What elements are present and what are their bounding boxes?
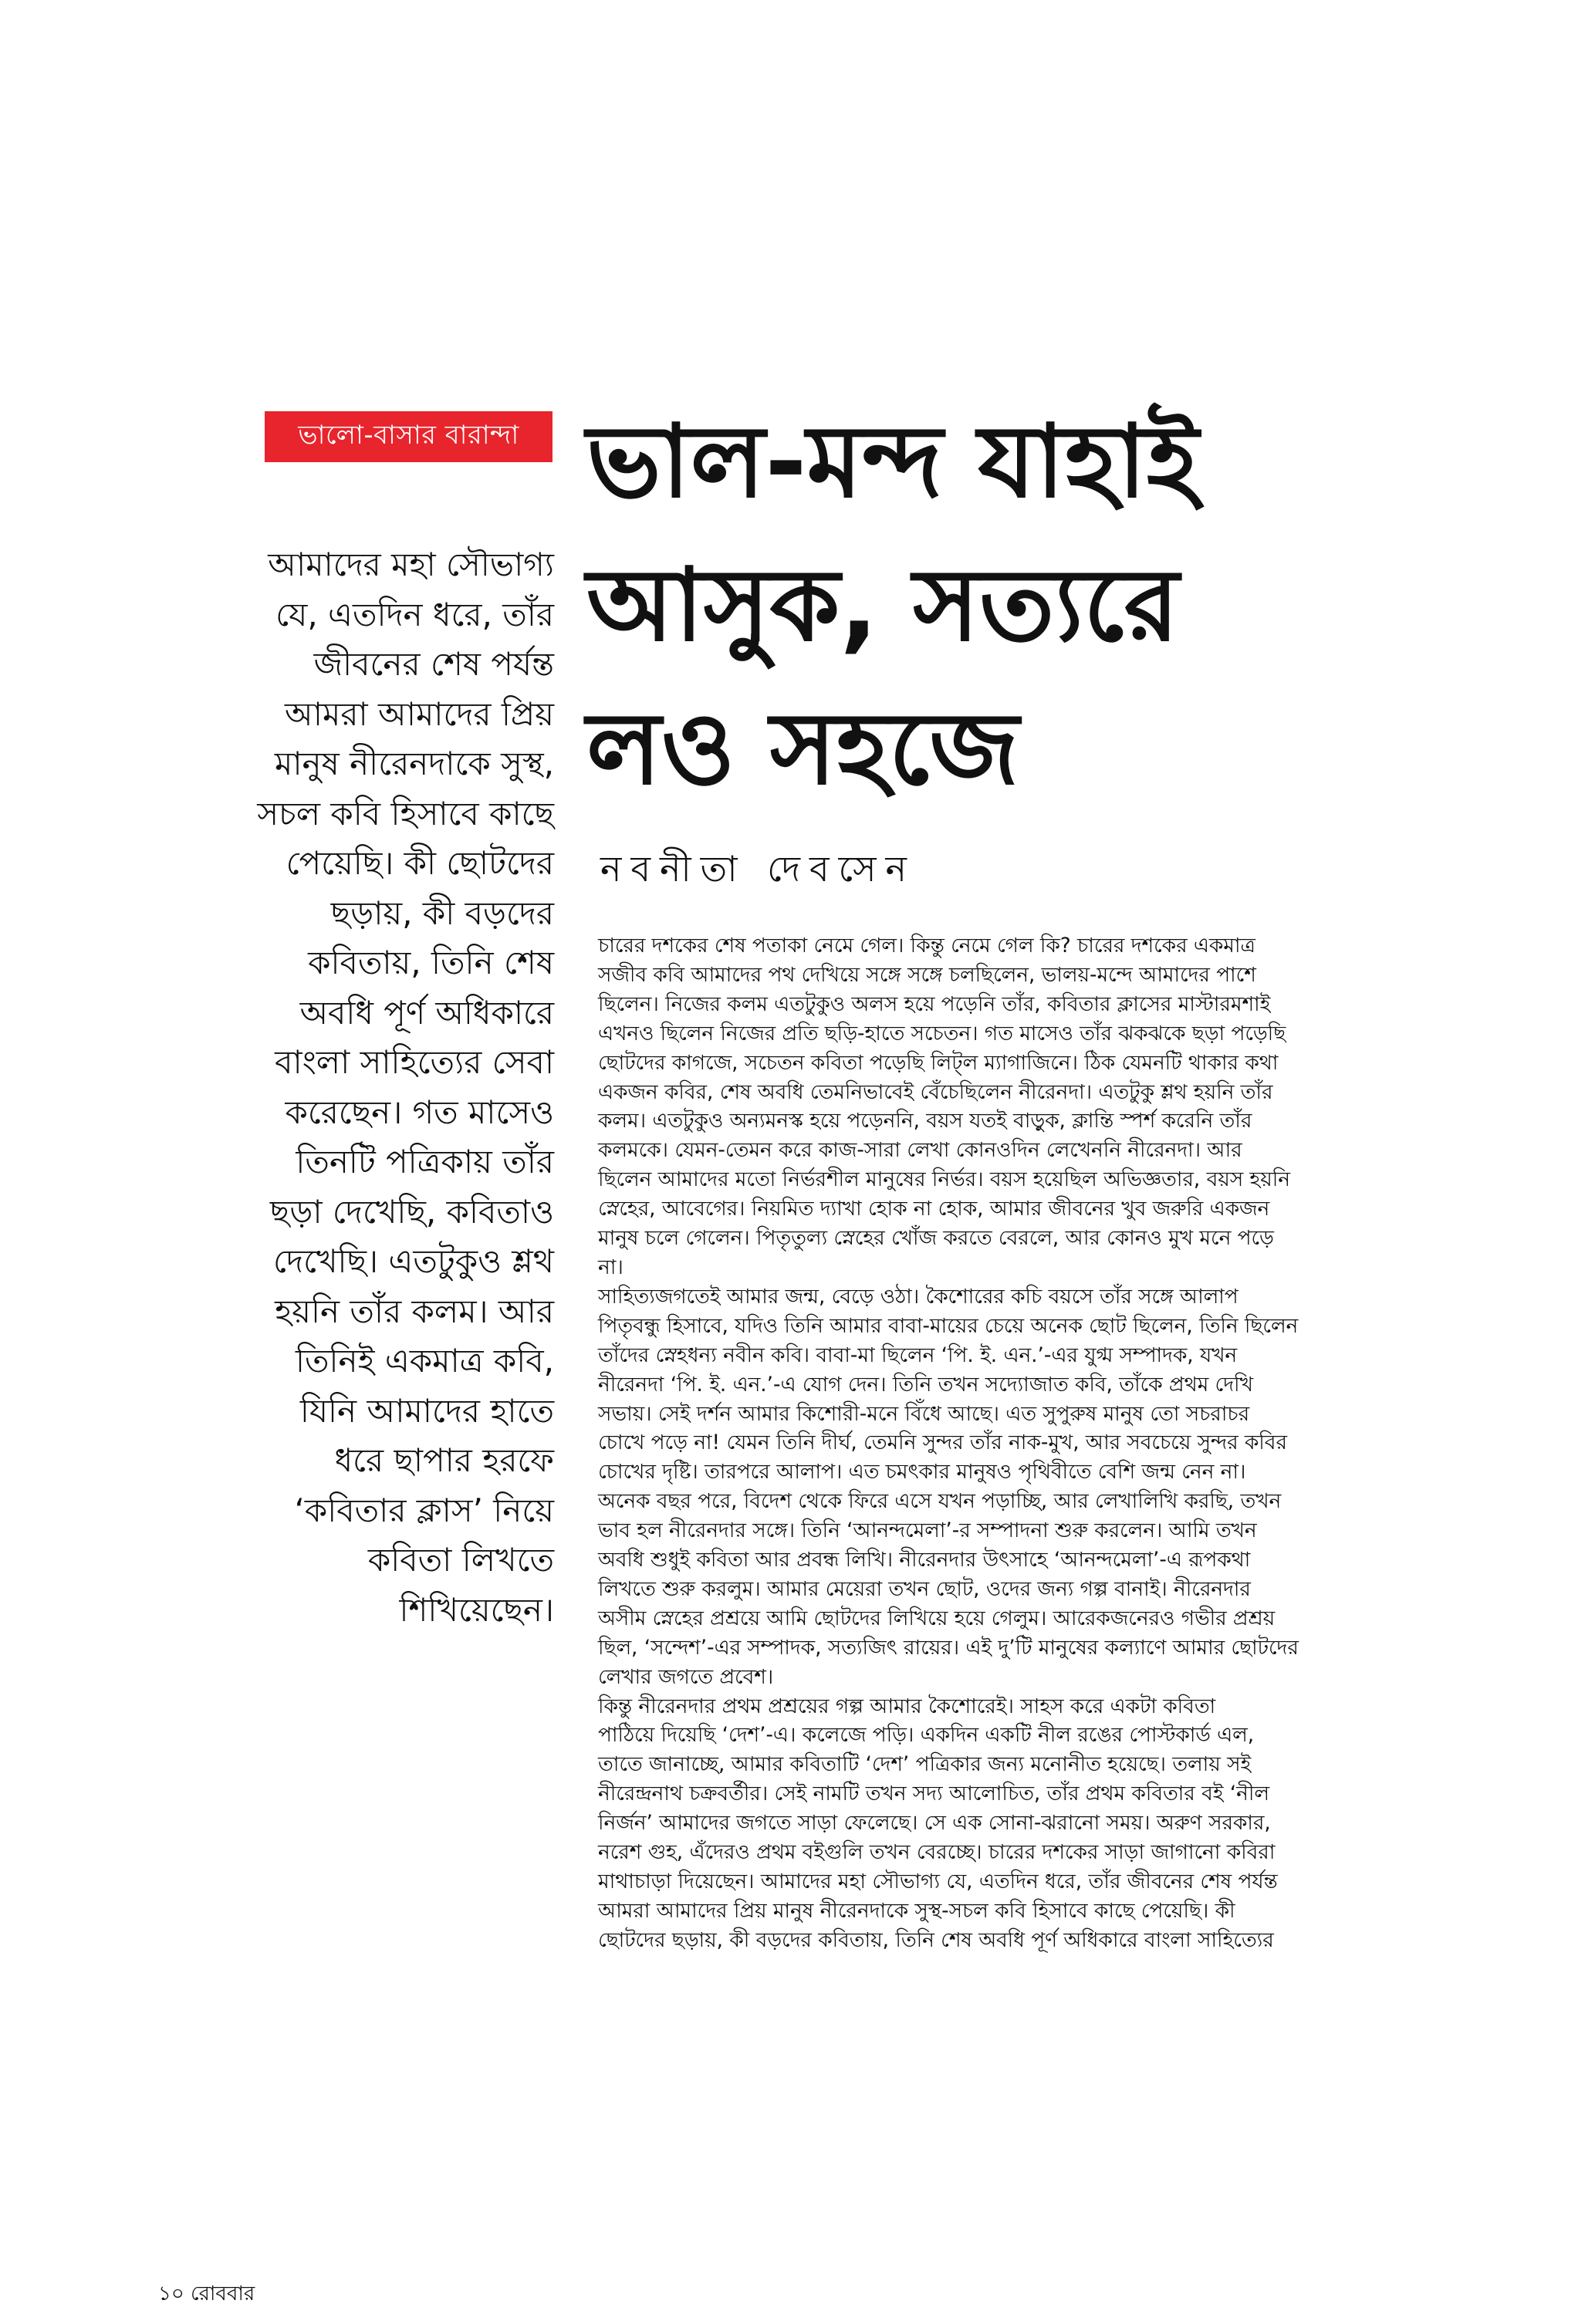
- section-tag: ভালো-বাসার বারান্দা: [265, 411, 553, 462]
- author-byline: নবনীতা দেবসেন: [600, 848, 916, 890]
- body-line: ছোটদের ছড়ায়, কী বড়দের কবিতায়, তিনি শেষ অবধি পূর্ণ অধিকারে বাংলা সাহিত্যের: [598, 1928, 1274, 1952]
- pull-quote-line: ‘কবিতার ক্লাস’ নিয়ে: [294, 1491, 554, 1529]
- body-line: এখনও ছিলেন নিজের প্রতি ছড়ি-হাতে সচেতন। গত মাসেও তাঁর ঝকঝকে ছড়া পড়েছি: [598, 1022, 1286, 1045]
- body-line: চারের দশকের শেষ পতাকা নেমে গেল। কিন্তু নেমে গেল কি? চারের দশকের একমাত্র: [598, 934, 1255, 958]
- body-line: তাঁদের স্নেহধন্য নবীন কবি। বাবা-মা ছিলেন ‘পি. ই. এন.’-এর যুগ্ম সম্পাদক, যখন: [598, 1343, 1238, 1367]
- pull-quote-line: শিখিয়েছেন।: [399, 1590, 554, 1629]
- body-line: নির্জন’ আমাদের জগতে সাড়া ফেলেছে। সে এক সোনা-ঝরানো সময়। অরুণ সরকার,: [598, 1812, 1271, 1836]
- body-line: সাহিত্যজগতেই আমার জন্ম, বেড়ে ওঠা। কৈশোরের কচি বয়সে তাঁর সঙ্গে আলাপ: [598, 1285, 1238, 1309]
- body-line: নীরেন্দ্রনাথ চক্রবর্তীর। সেই নামটি তখন সদ্য আলোচিত, তাঁর প্রথম কবিতার বই ‘নীল: [598, 1782, 1269, 1806]
- body-line: ছিলেন আমাদের মতো নির্ভরশীল মানুষের নির্ভর। বয়স হয়েছিল অভিজ্ঞতার, বয়স হয়নি: [598, 1168, 1290, 1192]
- pull-quote-line: দেখেছি। এতটুকুও শ্লথ: [272, 1242, 554, 1280]
- page-footer: ১০ রোববার: [158, 2282, 255, 2305]
- pull-quote-line: যে, এতদিন ধরে, তাঁর: [275, 595, 554, 633]
- body-line: সজীব কবি আমাদের পথ দেখিয়ে সঙ্গে সঙ্গে চলছিলেন, ভালয়-মন্দে আমাদের পাশে: [598, 963, 1256, 987]
- pull-quote-line: কবিতা লিখতে: [367, 1541, 554, 1579]
- body-line: অনেক বছর পরে, বিদেশ থেকে ফিরে এসে যখন পড়াচ্ছি, আর লেখালিখি করছি, তখন: [598, 1490, 1282, 1514]
- pull-quote-line: কবিতায়, তিনি শেষ: [308, 944, 554, 981]
- body-line: পাঠিয়ে দিয়েছি ‘দেশ’-এ। কলেজে পড়ি। একদিন একটি নীল রঙের পোস্টকার্ড এল,: [598, 1724, 1255, 1748]
- pull-quote-line: বাংলা সাহিত্যের সেবা: [275, 1043, 554, 1081]
- headline: [586, 390, 1551, 820]
- pull-quote-line: করেছেন। গত মাসেও: [285, 1093, 554, 1131]
- body-line: আমরা আমাদের প্রিয় মানুষ নীরেনদাকে সুস্থ-সচল কবি হিসাবে কাছে পেয়েছি। কী: [598, 1899, 1235, 1923]
- pull-quote: [116, 540, 554, 1635]
- pull-quote-line: জীবনের শেষ পর্যন্ত: [313, 645, 554, 683]
- pull-quote-line: সচল কবি হিসাবে কাছে: [257, 794, 554, 833]
- pull-quote-line: ছড়া দেখেছি, কবিতাও: [269, 1192, 554, 1231]
- body-line: স্নেহের, আবেগের। নিয়মিত দ্যাখা হোক না হোক, আমার জীবনের খুব জরুরি একজন: [598, 1197, 1270, 1221]
- article-body: [598, 932, 1431, 1956]
- pull-quote-line: ধরে ছাপার হরফে: [334, 1441, 554, 1479]
- body-line: একজন কবির, শেষ অবধি তেমনিভাবেই বেঁচেছিলেন নীরেনদা। এতটুকু শ্লথ হয়নি তাঁর: [598, 1080, 1273, 1104]
- body-line: ছিলেন। নিজের কলম এতটুকুও অলস হয়ে পড়েনি তাঁর, কবিতার ক্লাসের মাস্টারমশাই: [598, 992, 1271, 1016]
- body-line: কলম। এতটুকুও অন্যমনস্ক হয়ে পড়েননি, বয়স যতই বাড়ুক, ক্লান্তি স্পর্শ করেনি তাঁর: [598, 1110, 1252, 1133]
- pull-quote-line: পেয়েছি। কী ছোটদের: [286, 844, 554, 882]
- body-line: সভায়। সেই দর্শন আমার কিশোরী-মনে বিঁধে আছে। এত সুপুরুষ মানুষ তো সচরাচর: [598, 1402, 1250, 1426]
- body-line: নরেশ গুহ, এঁদেরও প্রথম বইগুলি তখন বেরচ্ছে। চারের দশকের সাড়া জাগানো কবিরা: [598, 1841, 1276, 1865]
- body-line: কলমকে। যেমন-তেমন করে কাজ-সারা লেখা কোনওদিন লেখেননি নীরেনদা। আর: [598, 1139, 1242, 1163]
- body-line: নীরেনদা ‘পি. ই. এন.’-এ যোগ দেন। তিনি তখন সদ্যোজাত কবি, তাঁকে প্রথম দেখি: [598, 1373, 1253, 1397]
- body-line: মানুষ চলে গেলেন। পিতৃতুল্য স্নেহের খোঁজ করতে বেরলে, আর কোনও মুখ মনে পড়ে: [598, 1227, 1274, 1251]
- pull-quote-line: তিনিই একমাত্র কবি,: [296, 1342, 554, 1380]
- headline-line: ভাল-মন্দ যাহাই: [586, 403, 1199, 520]
- headline-line: আসুক, সত্যরে: [586, 546, 1179, 664]
- pull-quote-line: মানুষ নীরেনদাকে সুস্থ,: [275, 745, 554, 782]
- headline-line: লও সহজে: [586, 690, 1019, 807]
- body-line: ছিল, ‘সন্দেশ’-এর সম্পাদক, সত্যজিৎ রায়ের। এই দু’টি মানুষের কল্যাণে আমার ছোটদের: [598, 1636, 1299, 1660]
- pull-quote-line: যিনি আমাদের হাতে: [299, 1391, 554, 1430]
- body-line: তাতে জানাচ্ছে, আমার কবিতাটি ‘দেশ’ পত্রিকার জন্য মনোনীত হয়েছে। তলায় সই: [598, 1753, 1252, 1777]
- pull-quote-line: অবধি পূর্ণ অধিকারে: [299, 993, 554, 1032]
- pull-quote-line: ছড়ায়, কী বড়দের: [330, 893, 554, 932]
- pull-quote-line: আমরা আমাদের প্রিয়: [285, 694, 554, 733]
- body-line: পিতৃবন্ধু হিসাবে, যদিও তিনি আমার বাবা-মায়ের চেয়ে অনেক ছোট ছিলেন, তিনি ছিলেন: [598, 1314, 1299, 1338]
- body-line: ভাব হল নীরেনদার সঙ্গে। তিনি ‘আনন্দমেলা’-র সম্পাদনা শুরু করলেন। আমি তখন: [598, 1519, 1257, 1543]
- pull-quote-line: তিনটি পত্রিকায় তাঁর: [296, 1143, 554, 1181]
- body-line: অসীম স্নেহের প্রশ্রয়ে আমি ছোটদের লিখিয়ে হয়ে গেলুম। আরেকজনেরও গভীর প্রশ্রয়: [598, 1606, 1276, 1630]
- body-line: লেখার জগতে প্রবেশ।: [598, 1665, 774, 1689]
- body-line: মাথাচাড়া দিয়েছেন। আমাদের মহা সৌভাগ্য যে, এতদিন ধরে, তাঁর জীবনের শেষ পর্যন্ত: [598, 1870, 1278, 1893]
- body-line: অবধি শুধুই কবিতা আর প্রবন্ধ লিখি। নীরেনদার উৎসাহে ‘আনন্দমেলা’-এ রূপকথা: [598, 1549, 1251, 1572]
- body-line: চোখের দৃষ্টি। তারপরে আলাপ। এত চমৎকার মানুষও পৃথিবীতে বেশি জন্ম নেন না।: [598, 1461, 1246, 1485]
- body-line: ছোটদের কাগজে, সচেতন কবিতা পড়েছি লিট্‌ল ম্যাগাজিনে। ঠিক যেমনটি থাকার কথা: [598, 1051, 1279, 1075]
- body-line: কিন্তু নীরেনদার প্রথম প্রশ্রয়ের গল্প আমার কৈশোরেই। সাহস করে একটা কবিতা: [598, 1694, 1216, 1718]
- pull-quote-line: হয়নি তাঁর কলম। আর: [275, 1292, 554, 1330]
- body-line: লিখতে শুরু করলুম। আমার মেয়েরা তখন ছোট, ওদের জন্য গল্প বানাই। নীরেনদার: [598, 1577, 1251, 1601]
- body-line: চোখে পড়ে না! যেমন তিনি দীর্ঘ, তেমনি সুন্দর তাঁর নাক-মুখ, আর সবচেয়ে সুন্দর কবির: [598, 1431, 1287, 1455]
- body-line: না।: [598, 1255, 623, 1279]
- pull-quote-line: আমাদের মহা সৌভাগ্য: [268, 546, 554, 583]
